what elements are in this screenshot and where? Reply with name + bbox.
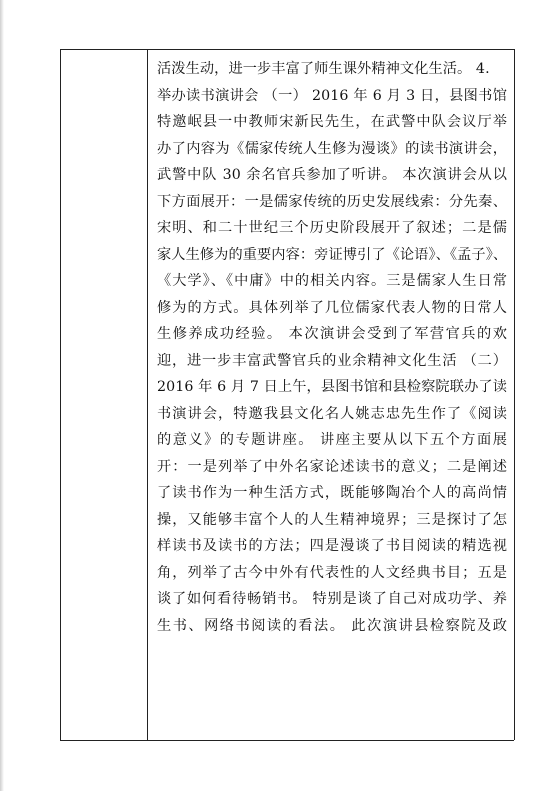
text-line: 武警中队 30 余名官兵参加了听讲。 本次演讲会从以: [157, 167, 507, 183]
text-line: 家人生修为的重要内容：旁证博引了《论语》、《孟子》、: [157, 246, 507, 263]
text-line: 生修养成功经验。 本次演讲会受到了军营官兵的欢: [157, 326, 507, 342]
text-line: 特邀岷县一中教师宋新民先生，在武警中队会议厅举: [157, 114, 507, 130]
text-line: 2016 年 6 月 7 日上午，县图书馆和县检察院联办了读: [157, 379, 507, 395]
table-border-top: [60, 49, 514, 50]
text-line: 活泼生动，进一步丰富了师生课外精神文化生活。 4.: [157, 61, 490, 77]
text-line: 生书、网络书阅读的看法。 此次演讲县检察院及政: [157, 617, 507, 634]
text-line: 操，又能够丰富个人的人生精神境界；三是探讨了怎: [157, 511, 507, 528]
text-line: 修为的方式。具体列举了几位儒家代表人物的日常人: [157, 299, 507, 316]
text-line: 的意义》的专题讲座。 讲座主要从以下五个方面展: [157, 432, 507, 448]
content-cell: [157, 56, 507, 639]
table-border-right: [514, 49, 515, 740]
text-line: 《大学》、《中庸》中的相关内容。三是儒家人生日常: [157, 273, 507, 289]
text-line: 办了内容为《儒家传统人生修为漫谈》的读书演讲会，: [157, 140, 507, 157]
text-line: 举办读书演讲会 （一） 2016 年 6 月 3 日，县图书馆: [157, 87, 507, 104]
text-line: 角，列举了古今中外有代表性的人文经典书目；五是: [157, 564, 507, 581]
text-line: 迎，进一步丰富武警官兵的业余精神文化生活 （二）: [157, 352, 507, 369]
table-column-divider: [147, 49, 148, 740]
text-line: 了读书作为一种生活方式，既能够陶冶个人的高尚情: [157, 485, 507, 501]
text-line: 开：一是列举了中外名家论述读书的意义；二是阐述: [157, 458, 507, 475]
text-line: 下方面展开：一是儒家传统的历史发展线索：分先秦、: [157, 193, 507, 210]
text-line: 谈了如何看待畅销书。 特别是谈了自己对成功学、养: [157, 591, 507, 607]
text-line: 书演讲会，特邀我县文化名人姚志忠先生作了《阅读: [157, 405, 507, 422]
table-border-left: [60, 49, 61, 740]
text-line: 样读书及读书的方法；四是漫谈了书目阅读的精选视: [157, 538, 507, 554]
text-line: 宋明、和二十世纪三个历史阶段展开了叙述；二是儒: [157, 220, 507, 236]
table-border-bottom: [60, 740, 514, 741]
scan-edge-shadow: [0, 0, 4, 791]
